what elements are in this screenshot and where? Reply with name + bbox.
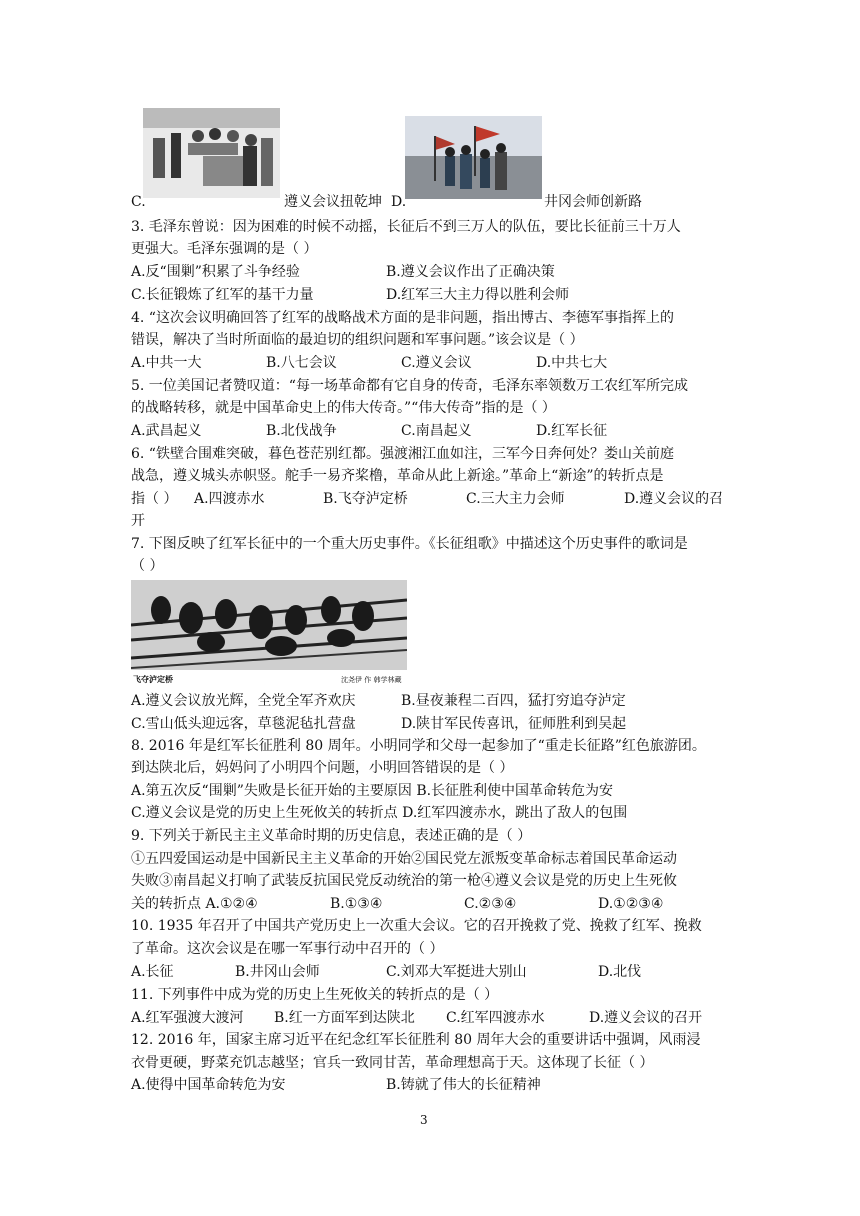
q5-stem-line1: 5. 一位美国记者赞叹道：“每一场革命都有它自身的传奇，毛泽东率领数万工农红军所完成 (131, 378, 688, 394)
page-number: 3 (420, 1113, 428, 1127)
q9-option-b: B.①③④ (330, 896, 383, 912)
q9-stem-line4: 关的转折点 A.①②④ (131, 896, 258, 912)
q4-option-a: A.中共一大 (131, 355, 202, 371)
q10-option-d: D.北伐 (598, 964, 642, 980)
q2-option-d-label: D. (391, 194, 407, 210)
zunyi-meeting-image (143, 108, 280, 198)
q9-option-d: D.①②③④ (598, 896, 664, 912)
q9-stem-line2: ①五四爱国运动是中国新民主主义革命的开始②国民党左派叛变革命标志着国民革命运动 (131, 851, 677, 867)
q12-stem-line2: 衣骨更硬，野菜充饥志越坚；官兵一致同甘苦，革命理想高于天。这体现了长征（ ） (131, 1055, 654, 1071)
q6-option-c: C.三大主力会师 (466, 491, 565, 507)
q4-stem-line2: 错误，解决了当时所面临的最迫切的组织问题和军事问题。”该会议是（ ） (131, 332, 584, 348)
q6-option-d-continued: 开 (131, 513, 145, 529)
q3-option-c: C.长征锻炼了红军的基干力量 (131, 287, 314, 303)
figure-caption-left: 飞夺泸定桥 (133, 675, 173, 684)
q4-stem-line1: 4. “这次会议明确回答了红军的战略战术方面的是非问题，指出博古、李德军事指挥上的 (131, 310, 674, 326)
q8-options-ab: A.第五次反“围剿”失败是长征开始的主要原因 B.长征胜利使中国革命转危为安 (131, 783, 614, 799)
q7-stem-line2: （ ） (131, 558, 164, 574)
q3-option-d: D.红军三大主力得以胜利会师 (386, 287, 570, 303)
q7-option-c: C.雪山低头迎远客，草毯泥毡扎营盘 (131, 716, 356, 732)
q5-option-b: B.北伐战争 (266, 423, 337, 439)
q3-option-a: A.反“围剿”积累了斗争经验 (131, 264, 300, 280)
q10-option-c: C.刘邓大军挺进大别山 (386, 964, 527, 980)
q5-stem-line2: 的战略转移，就是中国革命史上的伟大传奇。”“伟大传奇”指的是（ ） (131, 400, 556, 416)
q5-option-d: D.红军长征 (536, 423, 608, 439)
q7-option-b: B.昼夜兼程二百四，猛打穷追夺泸定 (401, 693, 626, 709)
q6-stem-line1: 6. “铁壁合围难突破，暮色苍茫别红都。强渡湘江血如注，三军今日奔何处？娄山关前庭 (131, 446, 674, 462)
q8-stem-line2: 到达陕北后，妈妈问了小明四个问题，小明回答错误的是（ ） (131, 760, 514, 776)
q7-option-a: A.遵义会议放光辉，全党全军齐欢庆 (131, 693, 356, 709)
q12-option-a: A.使得中国革命转危为安 (131, 1077, 286, 1093)
jinggang-meeting-image (405, 116, 542, 199)
q9-option-c: C.②③④ (464, 896, 517, 912)
q10-stem-line2: 了革命。这次会议是在哪一军事行动中召开的（ ） (131, 941, 444, 957)
q6-stem-line2: 战急，遵义城头赤帜竖。舵手一易齐桨橹，革命从此上新途。”革命上“新途”的转折点是 (131, 468, 664, 484)
q6-option-a: A.四渡赤水 (194, 491, 265, 507)
q11-option-d: D.遵义会议的召开 (589, 1010, 703, 1026)
q6-option-b: B.飞夺泸定桥 (323, 491, 408, 507)
q10-stem-line1: 10. 1935 年召开了中国共产党历史上一次重大会议。它的召开挽救了党、挽救了红军、挽救 (131, 918, 702, 934)
figure-caption-right: 沈尧伊 作 韩学林藏 (341, 676, 402, 684)
luding-bridge-woodcut-image (131, 580, 407, 690)
q3-stem-line2: 更强大。毛泽东强调的是（ ） (131, 241, 318, 257)
q7-stem-line1: 7. 下图反映了红军长征中的一个重大历史事件。《长征组歌》中描述这个历史事件的歌词是 (131, 536, 688, 552)
q9-stem-line1: 9. 下列关于新民主主义革命时期的历史信息，表述正确的是（ ） (131, 828, 532, 844)
q10-option-b: B.井冈山会师 (235, 964, 320, 980)
q12-option-b: B.铸就了伟大的长征精神 (386, 1077, 541, 1093)
q4-option-c: C.遵义会议 (401, 355, 472, 371)
q11-option-c: C.红军四渡赤水 (446, 1010, 545, 1026)
q5-option-c: C.南昌起义 (401, 423, 472, 439)
q4-option-b: B.八七会议 (266, 355, 337, 371)
q9-stem-line3: 失败③南昌起义打响了武装反抗国民党反动统治的第一枪④遵义会议是党的历史上生死攸 (131, 873, 677, 889)
q2-option-d-text: 井冈会师创新路 (544, 194, 642, 210)
q12-stem-line1: 12. 2016 年，国家主席习近平在纪念红军长征胜利 80 周年大会的重要讲话中强调，风雨浸 (131, 1032, 701, 1048)
q6-stem-line3: 指（ ） (131, 491, 178, 507)
q3-stem-line1: 3. 毛泽东曾说：因为困难的时候不动摇，长征后不到三万人的队伍，要比长征前三十万人 (131, 219, 681, 235)
q5-option-a: A.武昌起义 (131, 423, 202, 439)
q8-stem-line1: 8. 2016 年是红军长征胜利 80 周年。小明同学和父母一起参加了“重走长征路”红色旅游团。 (131, 738, 706, 754)
q11-option-a: A.红军强渡大渡河 (131, 1010, 244, 1026)
q11-option-b: B.红一方面军到达陕北 (274, 1010, 415, 1026)
q7-option-d: D.陕甘军民传喜讯，征师胜利到吴起 (401, 716, 627, 732)
q10-option-a: A.长征 (131, 964, 174, 980)
q4-option-d: D.中共七大 (536, 355, 608, 371)
q6-option-d: D.遵义会议的召 (624, 491, 724, 507)
q2-option-c-text: 遵义会议扭乾坤 (284, 194, 382, 210)
q3-option-b: B.遵义会议作出了正确决策 (386, 264, 555, 280)
q2-option-c-label: C. (131, 194, 146, 210)
q11-stem-line1: 11. 下列事件中成为党的历史上生死攸关的转折点的是（ ） (131, 987, 499, 1003)
q8-options-cd: C.遵义会议是党的历史上生死攸关的转折点 D.红军四渡赤水，跳出了敌人的包围 (131, 805, 628, 821)
